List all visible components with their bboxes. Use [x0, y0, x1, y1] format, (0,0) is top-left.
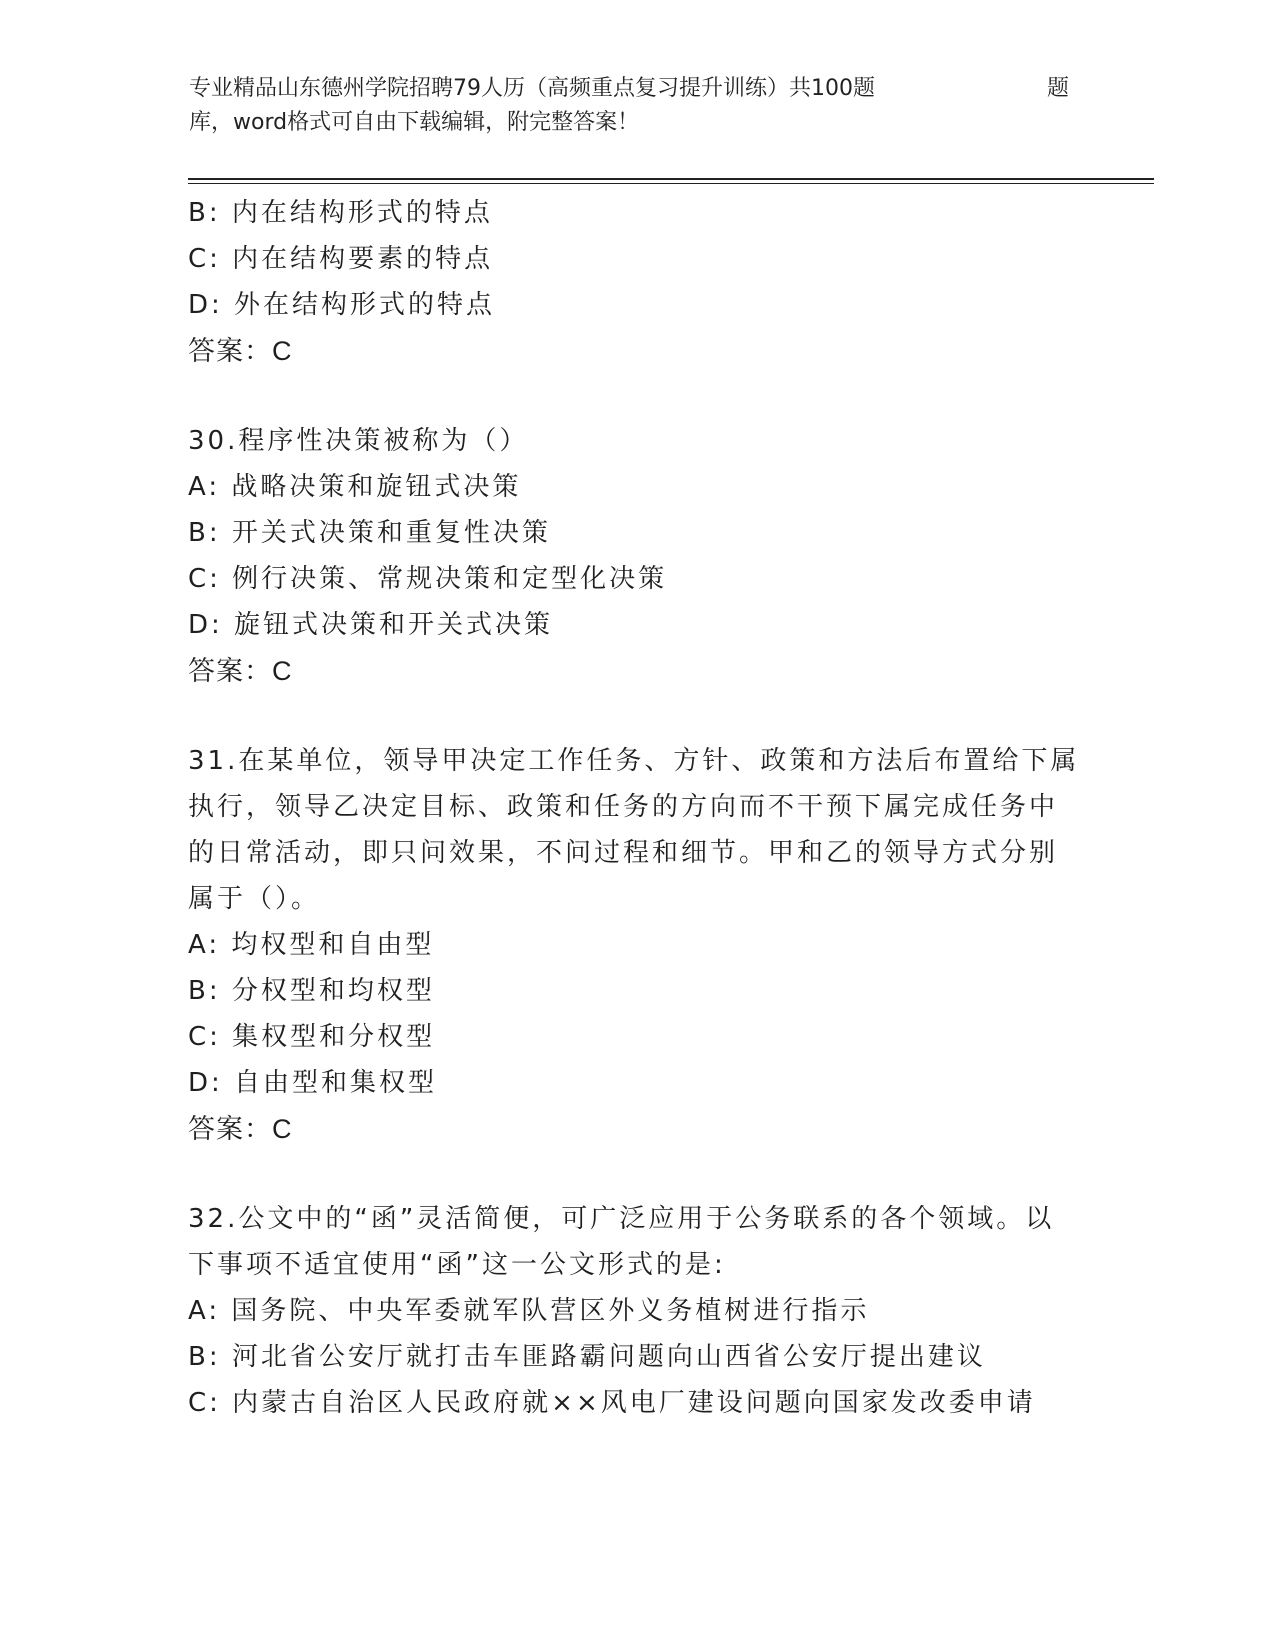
page-header	[189, 72, 1069, 140]
answer-line: 答案：C	[188, 656, 293, 686]
option-b: B: 河北省公安厅就打击车匪路霸问题向山西省公安厅提出建议	[188, 1342, 986, 1372]
option-c: C: 内蒙古自治区人民政府就××风电厂建设问题向国家发改委申请	[188, 1388, 1036, 1418]
option-d: D: 外在结构形式的特点	[188, 290, 496, 320]
header-title-line1: 专业精品山东德州学院招聘79人历（高频重点复习提升训练）共100题	[189, 76, 875, 101]
spacer	[188, 1152, 1088, 1196]
spacer	[188, 374, 1088, 418]
option-c: C: 内在结构要素的特点	[188, 244, 494, 274]
option-d: D: 旋钮式决策和开关式决策	[188, 610, 554, 640]
header-divider-thin	[188, 183, 1154, 184]
question-stem-line: 下事项不适宜使用“函”这一公文形式的是:	[188, 1250, 726, 1280]
question-stem-line: 32.公文中的“函”灵活简便，可广泛应用于公务联系的各个领域。以	[188, 1204, 1055, 1234]
question-stem-line: 31.在某单位，领导甲决定工作任务、方针、政策和方法后布置给下属	[188, 746, 1080, 776]
question-32	[188, 1196, 1088, 1426]
header-divider-thick	[188, 178, 1154, 180]
option-b: B: 开关式决策和重复性决策	[188, 518, 551, 548]
question-stem-line: 执行，领导乙决定目标、政策和任务的方向而不干预下属完成任务中	[188, 792, 1059, 822]
option-a: A: 均权型和自由型	[188, 930, 435, 960]
question-29-tail	[188, 190, 1088, 374]
spacer	[188, 694, 1088, 738]
option-c: C: 集权型和分权型	[188, 1022, 436, 1052]
option-a: A: 战略决策和旋钮式决策	[188, 472, 522, 502]
question-stem: 30.程序性决策被称为（）	[188, 426, 529, 456]
option-a: A: 国务院、中央军委就军队营区外义务植树进行指示	[188, 1296, 870, 1326]
option-b: B: 内在结构形式的特点	[188, 198, 493, 228]
question-stem-line: 的日常活动，即只问效果，不问过程和细节。甲和乙的领导方式分别	[188, 838, 1059, 868]
answer-line: 答案：C	[188, 1114, 293, 1144]
header-title-line1-tail: 题	[1046, 76, 1069, 101]
option-c: C: 例行决策、常规决策和定型化决策	[188, 564, 668, 594]
question-content	[188, 190, 1088, 1426]
option-b: B: 分权型和均权型	[188, 976, 435, 1006]
question-stem-line: 属于（）。	[188, 884, 321, 914]
question-31	[188, 738, 1088, 1152]
header-line-1	[189, 72, 1069, 106]
question-30	[188, 418, 1088, 694]
header-title-line2: 库，word格式可自由下载编辑，附完整答案！	[189, 110, 640, 135]
option-d: D: 自由型和集权型	[188, 1068, 438, 1098]
answer-line: 答案：C	[188, 336, 293, 366]
